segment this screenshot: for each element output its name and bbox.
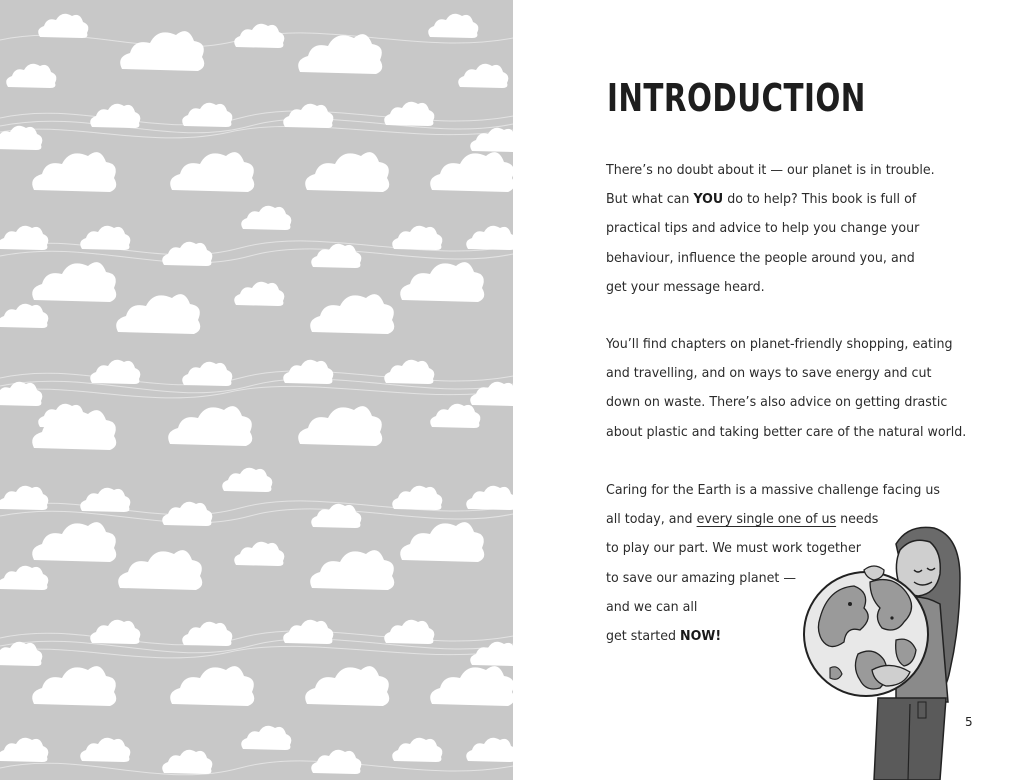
- paragraph-3-line-2-rest: needs: [836, 511, 879, 528]
- paragraph-1-line-5: get your message heard.: [606, 278, 765, 295]
- paragraph-2-line-2: and travelling, and on ways to save energy and cut: [606, 365, 932, 382]
- paragraph-3-line-5: and we can all: [606, 598, 698, 615]
- emphasis-you: YOU: [693, 191, 724, 208]
- paragraph-3-line-3: to play our part. We must work together: [606, 540, 861, 557]
- paragraph-1-line-4: behaviour, influence the people around you, and: [606, 249, 915, 266]
- page-number: 5: [965, 715, 973, 729]
- paragraph-3-line-2-text: all today, and: [606, 511, 697, 528]
- paragraph-3-line-6-text: get started: [606, 628, 681, 645]
- paragraph-1-line-2-rest: do to help? This book is full of: [723, 191, 917, 208]
- globe-icon: [804, 572, 928, 696]
- paragraph-3-line-1: Caring for the Earth is a massive challenge facing us: [606, 482, 941, 498]
- paragraph-1-line-2: [606, 185, 935, 214]
- paragraph-1-line-3: practical tips and advice to help you change your: [606, 220, 920, 237]
- underlined-phrase: every single one of us: [696, 511, 837, 528]
- paragraph-1-line-1: There’s no doubt about it — our planet is in trouble.: [606, 162, 935, 178]
- paragraph-3-line-4: to save our amazing planet —: [606, 569, 796, 586]
- girl-hugging-globe-illustration: [800, 522, 970, 780]
- introduction-page: [513, 0, 1024, 780]
- page-title: INTRODUCTION: [607, 76, 866, 120]
- wind-lines: [0, 33, 513, 775]
- paragraph-1: [606, 156, 935, 302]
- paragraph-1-line-2-text: But what can: [606, 191, 694, 208]
- paragraph-2: [606, 330, 966, 447]
- paragraph-2-line-3: down on waste. There’s also advice on getting drastic: [606, 394, 948, 411]
- paragraph-2-line-4: about plastic and taking better care of the natural world.: [606, 423, 967, 440]
- paragraph-2-line-1: You’ll find chapters on planet-friendly shopping, eating: [606, 336, 953, 352]
- emphasis-now: NOW!: [680, 628, 722, 645]
